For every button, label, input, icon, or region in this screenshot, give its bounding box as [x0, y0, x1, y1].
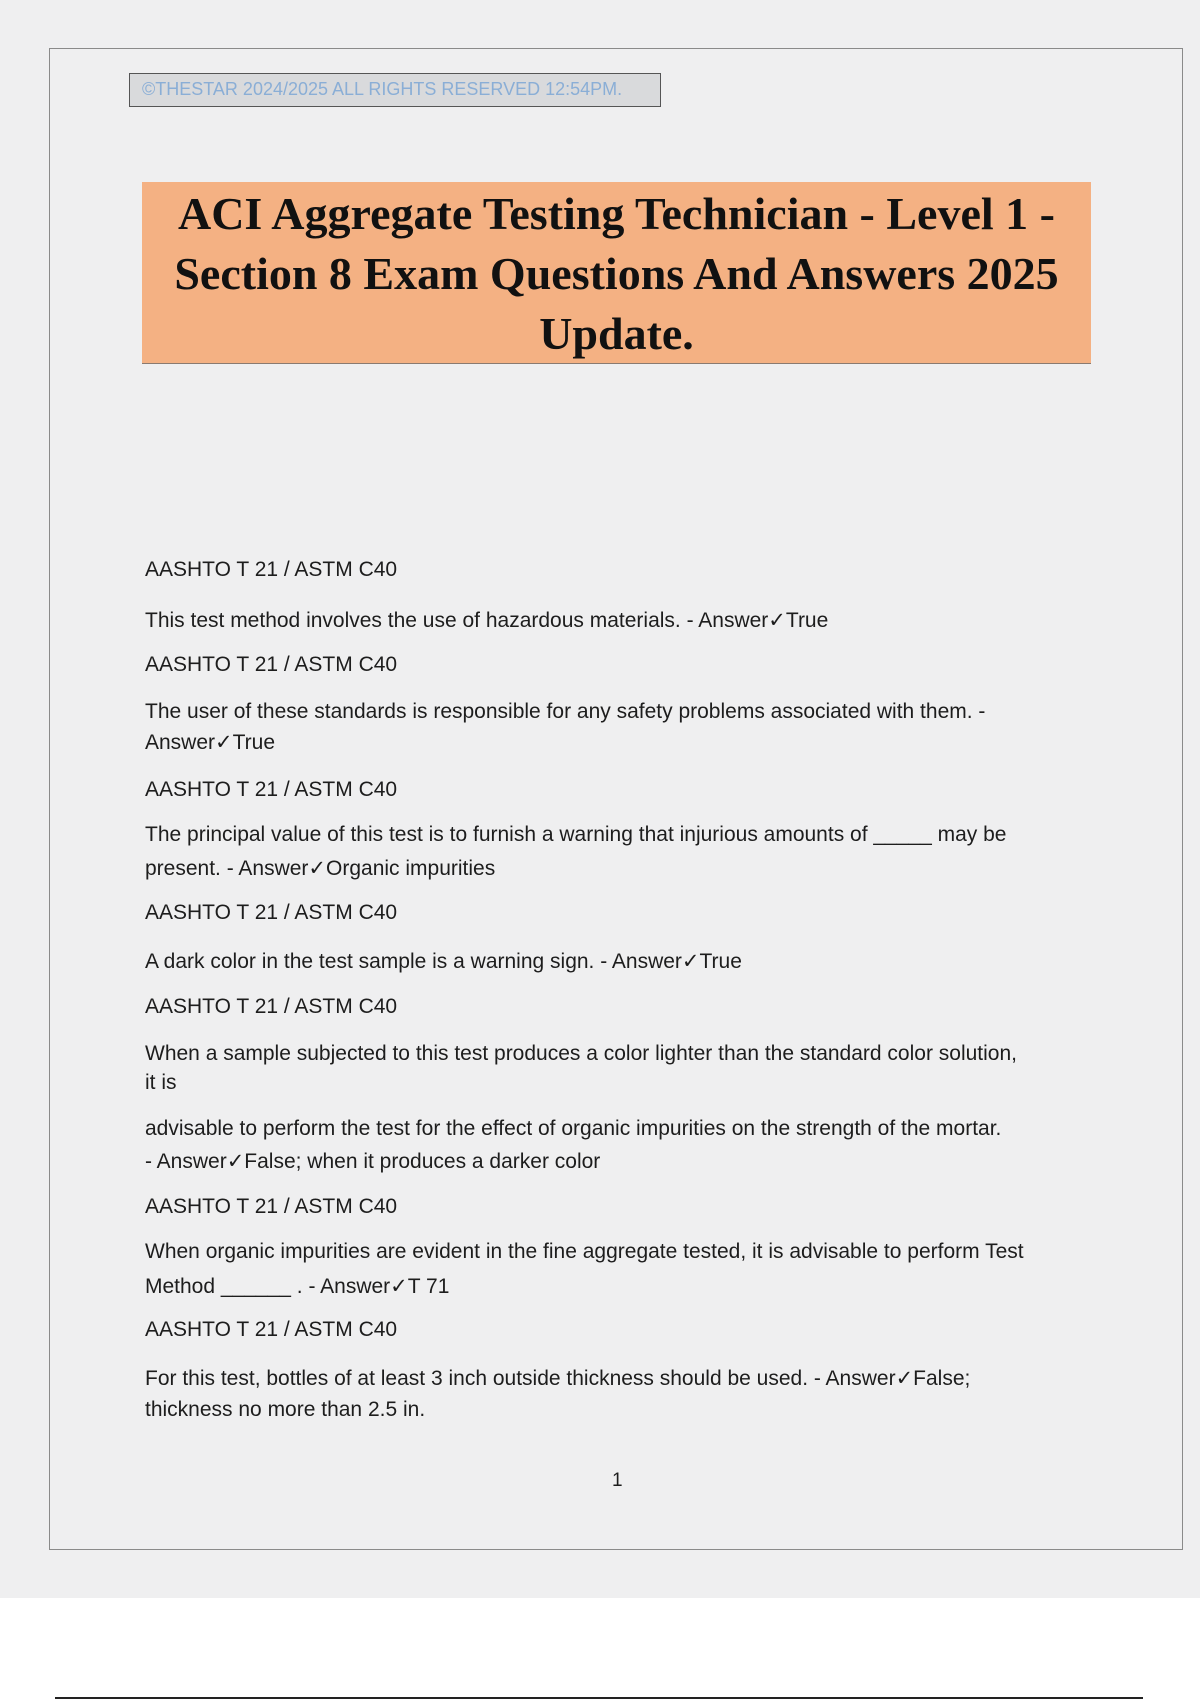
footer-divider: [55, 1697, 1143, 1699]
question-text: The principal value of this test is to furnish a warning that injurious amounts of _____ may be: [145, 823, 1007, 846]
standard-heading: AASHTO T 21 / ASTM C40: [145, 1195, 398, 1218]
page-number: 1: [612, 1470, 623, 1491]
question-text: A dark color in the test sample is a warning sign. - Answer✓True: [145, 950, 742, 973]
title-line: ACI Aggregate Testing Technician - Level 1 -: [177, 188, 1055, 239]
title-line: Section 8 Exam Questions And Answers 2025: [174, 248, 1059, 299]
question-text: advisable to perform the test for the effect of organic impurities on the strength of the mortar.: [145, 1117, 1002, 1140]
question-text: For this test, bottles of at least 3 inch outside thickness should be used. - Answer✓False;: [145, 1367, 971, 1390]
question-text: present. - Answer✓Organic impurities: [145, 857, 496, 880]
question-text: - Answer✓False; when it produces a darker color: [145, 1150, 601, 1173]
standard-heading: AASHTO T 21 / ASTM C40: [145, 1318, 398, 1341]
question-text: When organic impurities are evident in the fine aggregate tested, it is advisable to perform Test: [145, 1240, 1024, 1263]
question-text: The user of these standards is responsible for any safety problems associated with them. -: [145, 700, 986, 723]
question-text: Answer✓True: [145, 731, 276, 754]
standard-heading: AASHTO T 21 / ASTM C40: [145, 778, 398, 801]
title-line: Update.: [539, 308, 694, 359]
standard-heading: AASHTO T 21 / ASTM C40: [145, 901, 398, 924]
document-title: [142, 182, 1091, 364]
copyright-watermark: ©THESTAR 2024/2025 ALL RIGHTS RESERVED 12:54PM.: [129, 73, 661, 107]
question-text: thickness no more than 2.5 in.: [145, 1398, 426, 1421]
standard-heading: AASHTO T 21 / ASTM C40: [145, 995, 398, 1018]
question-text: Method ______ . - Answer✓T 71: [145, 1275, 450, 1298]
standard-heading: AASHTO T 21 / ASTM C40: [145, 558, 398, 581]
standard-heading: AASHTO T 21 / ASTM C40: [145, 653, 398, 676]
question-text: When a sample subjected to this test produces a color lighter than the standard color solution,: [145, 1042, 1017, 1065]
question-text: it is: [145, 1071, 177, 1094]
question-text: This test method involves the use of hazardous materials. - Answer✓True: [145, 609, 829, 632]
